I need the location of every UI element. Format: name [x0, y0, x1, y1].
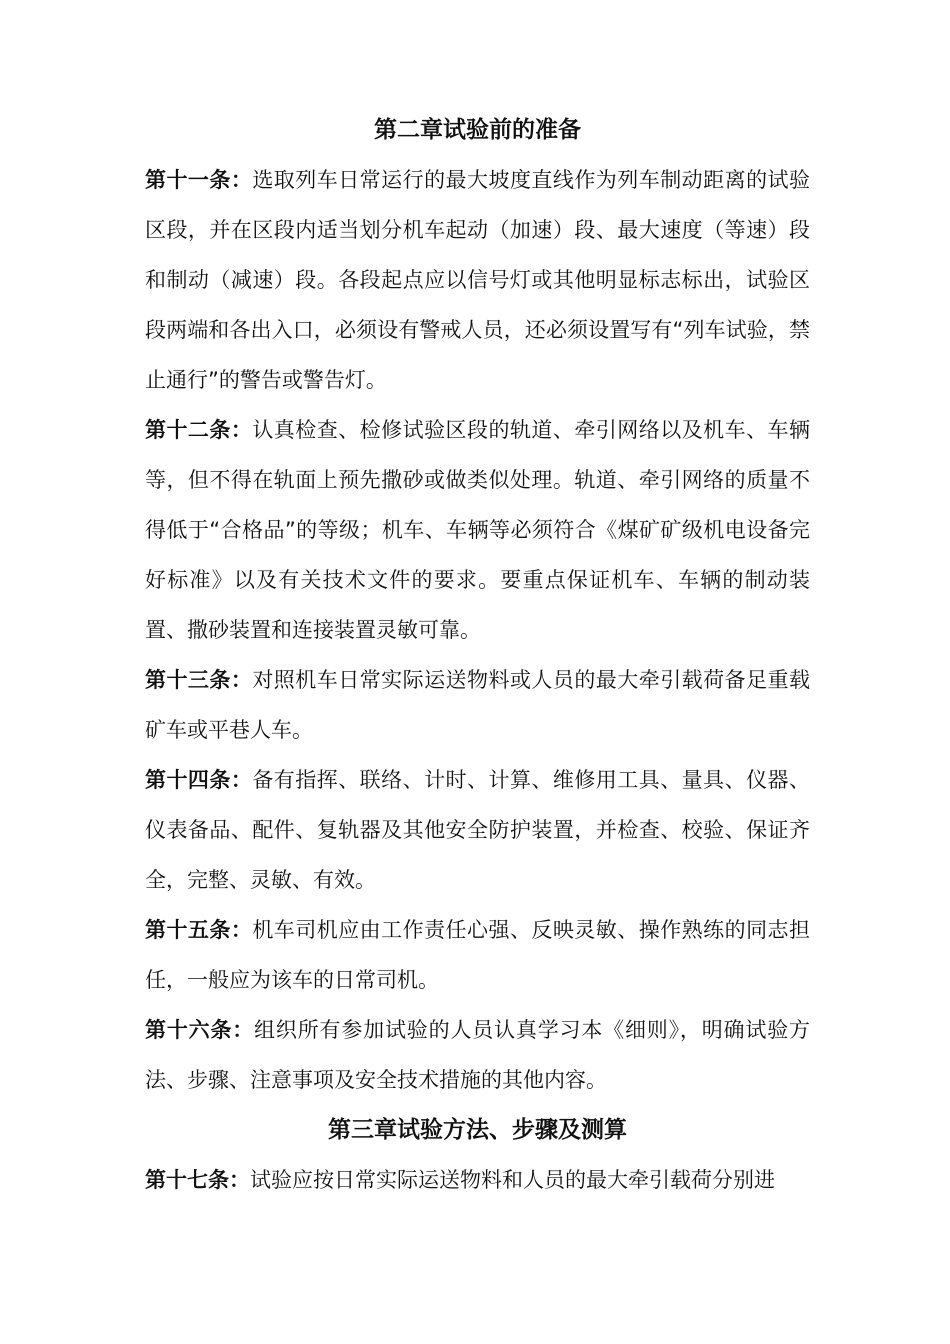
- article-label: 第十二条：: [145, 418, 253, 442]
- article-text: 组织所有参加试验的人员认真学习本《细则》，明确试验方法、步骤、注意事项及安全技术措施的其他内容。: [145, 1018, 811, 1092]
- article-11: [145, 155, 810, 405]
- article-label: 第十四条：: [145, 768, 253, 792]
- article-label: 第十三条：: [145, 668, 253, 692]
- chapter-title: 第三章试验方法、步骤及测算: [328, 1117, 627, 1143]
- article-label: 第十五条：: [145, 918, 253, 942]
- article-14: [145, 755, 810, 905]
- article-label: 第十七条：: [145, 1168, 250, 1192]
- article-label: 第十一条：: [145, 168, 253, 192]
- article-text: 对照机车日常实际运送物料或人员的最大牵引载荷备足重载矿车或平巷人车。: [145, 668, 811, 742]
- article-label: 第十六条：: [145, 1018, 255, 1042]
- article-13: [145, 655, 810, 755]
- article-text: 认真检查、检修试验区段的轨道、牵引网络以及机车、车辆等，但不得在轨面上预先撒砂或做类似处理。轨道、牵引网络的质量不得低于“合格品”的等级；机车、车辆等必须符合《煤矿矿级机电设备完好标准》以及有关技术文件的要求。要重点保证机车、车辆的制动装置、撒砂装置和连接装置灵敏可靠。: [145, 418, 811, 642]
- document-content: [145, 105, 810, 1205]
- article-16: [145, 1005, 810, 1105]
- article-text: 选取列车日常运行的最大坡度直线作为列车制动距离的试验区段，并在区段内适当划分机车起动（加速）段、最大速度（等速）段和制动（减速）段。各段起点应以信号灯或其他明显标志标出，试验区段两端和各出入口，必须设有警戒人员，还必须设置写有“列车试验，禁止通行”的警告或警告灯。: [145, 168, 811, 392]
- article-17: [145, 1155, 810, 1205]
- article-12: [145, 405, 810, 655]
- article-15: [145, 905, 810, 1005]
- article-text: 机车司机应由工作责任心强、反映灵敏、操作熟练的同志担任，一般应为该车的日常司机。: [145, 918, 811, 992]
- chapter-title: 第二章试验前的准备: [374, 117, 581, 143]
- article-text: 试验应按日常实际运送物料和人员的最大牵引载荷分别进: [250, 1168, 775, 1192]
- article-text: 备有指挥、联络、计时、计算、维修用工具、量具、仪器、仪表备品、配件、复轨器及其他安全防护装置，并检查、校验、保证齐全，完整、灵敏、有效。: [145, 768, 811, 892]
